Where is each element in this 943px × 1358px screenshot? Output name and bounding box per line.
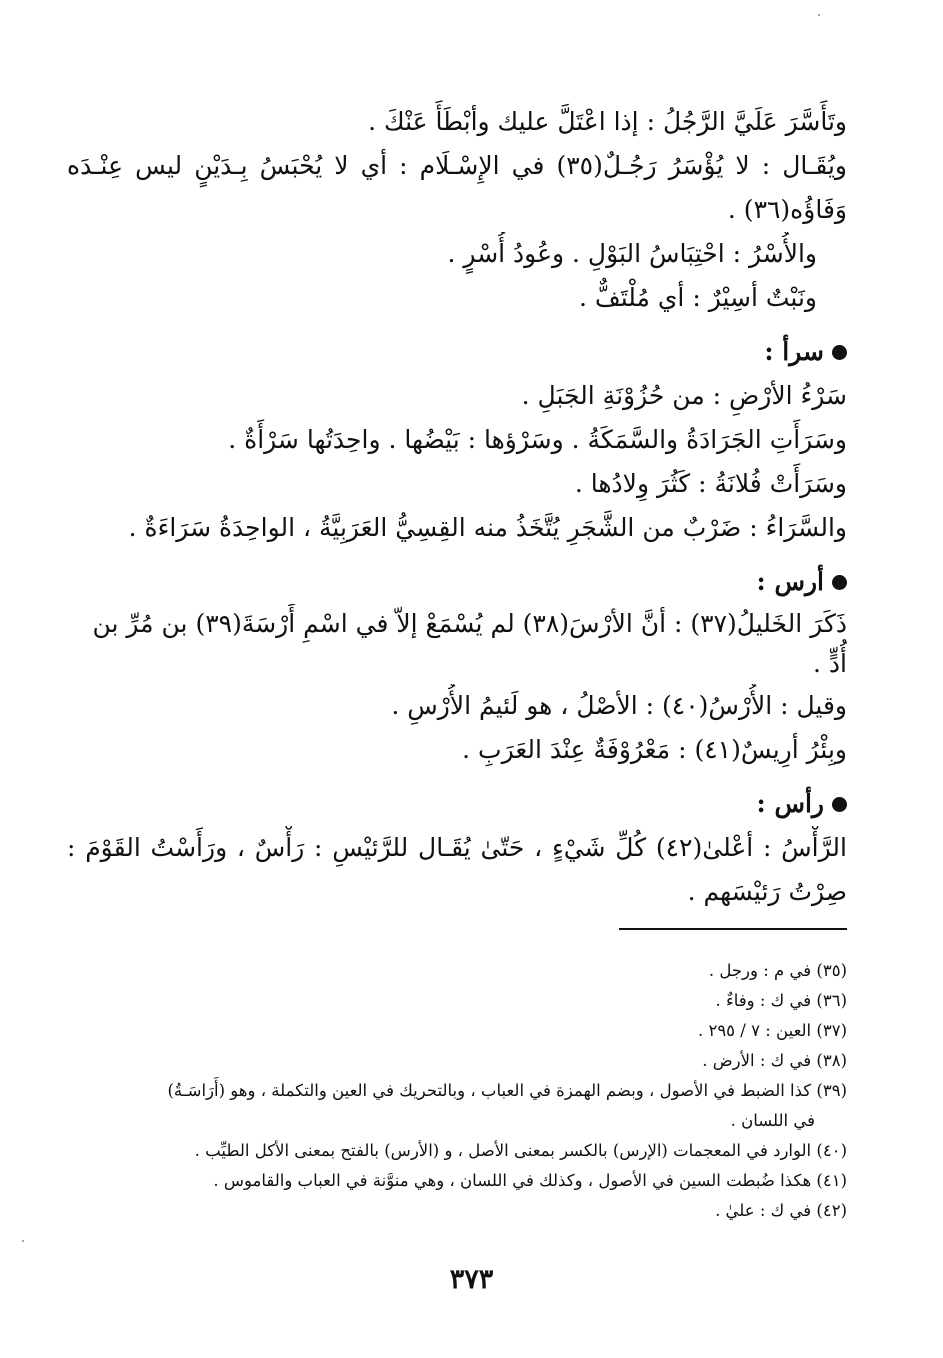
text-line: وَفَاؤُه(٣٦) . <box>727 195 847 224</box>
text-line: الرَّأْسُ : أعْلىٰ(٤٢) كُلِّ شَيْءٍ ، حَتّىٰ يُقَـال للرَّئيْسِ : رَأْسٌ ، ورَأَسْتُ القَوْمَ : <box>67 833 847 862</box>
text-line: ذَكَرَ الخَليلُ(٣٧) : أنَّ الأرْسَ(٣٨) لم يُسْمَعْ إلاّ في اسْمِ أَرْسَةَ(٣٩) بن مُرِّ بن أُدٍّ . <box>92 609 847 678</box>
text-line: ونَبْتٌ أسِيْرٌ : أي مُلْتَفٌّ . <box>578 283 817 312</box>
footnote: (٤١) هكذا ضُبطت السين في الأصول ، وكذلك في اللسان ، وهي منوَّنة في العباب والقاموس . <box>213 1171 847 1190</box>
footnote-separator <box>619 928 847 930</box>
text-line: وسَرَأَتِ الجَرَادَةُ والسَّمَكَةُ . وسَرْؤها : بَيْضُها . واحِدَتُها سَرْأَةٌ . <box>228 425 847 454</box>
footnote: (٤٢) في ك : عليٰ . <box>715 1201 847 1220</box>
entry-heading-label: سرأ : <box>764 337 824 366</box>
entry-heading <box>67 560 847 604</box>
bullet-icon <box>832 575 847 590</box>
text-line: وتَأَسَّرَ عَلَيَّ الرَّجُلُ : إذا اعْتَلَّ عليك وأبْطَأَ عَنْكَ . <box>368 107 847 136</box>
footnote: (٣٧) العين : ٧ / ٢٩٥ . <box>697 1021 847 1040</box>
main-text <box>67 100 847 914</box>
text-line: وقيل : الأُرْسُ(٤٠) : الأصْلُ ، هو لَئيمُ الأُرْسِ . <box>391 691 847 720</box>
scan-speck <box>22 1240 24 1242</box>
footnote: (٣٥) في م : ورجل . <box>708 961 847 980</box>
page-number: ٣٧٣ <box>449 1264 494 1295</box>
text-line: وسَرَأَتْ فُلانَةُ : كَثُرَ وِلادُها . <box>574 469 847 498</box>
entry-heading <box>67 782 847 826</box>
entry-heading-label: رأس : <box>756 789 824 818</box>
footnote: (٣٦) في ك : وفاءٌ . <box>715 991 847 1010</box>
footnote: (٤٠) الوارد في المعجمات (الإرس) بالكسر بمعنى الأصل ، و (الأرس) بالفتح بمعنى الأكل الطيِّب . <box>194 1141 847 1160</box>
text-line: وبِئْرُ أرِيسٌ(٤١) : مَعْرُوْفَةٌ عِنْدَ العَرَبِ . <box>462 735 847 764</box>
bullet-icon <box>832 797 847 812</box>
entry-heading-label: أرس : <box>756 567 824 596</box>
text-line: ويُقَـال : لا يُؤْسَرُ رَجُـلٌ(٣٥) في الإِسْـلَام : أي لا يُحْبَسُ بِـدَيْنٍ ليس عِنْـدَه <box>67 151 847 180</box>
text-line: والأُسْرُ : احْتِبَاسُ البَوْلِ . وعُودُ أُسْرٍ . <box>447 239 817 268</box>
scan-speck <box>818 14 820 16</box>
bullet-icon <box>832 345 847 360</box>
footnote: (٣٩) كذا الضبط في الأصول ، وبضم الهمزة في العباب ، وبالتحريك في العين والتكملة ، وهو (أَرَاسَـةُ) <box>167 1081 847 1100</box>
footnotes <box>97 956 847 1226</box>
footnote-continuation: في اللسان . <box>730 1111 815 1130</box>
text-line: والسَّرَاءُ : ضَرْبٌ من الشَّجَرِ يُتَّخَذُ منه القِسِيُّ العَرَبِيَّةُ ، الواحِدَةُ سَرَاءَةٌ . <box>128 513 847 542</box>
text-line: صِرْتُ رَئيْسَهم . <box>687 877 847 906</box>
text-line: سَرْءُ الأرْضِ : من حُزُوْنَةِ الجَبَلِ . <box>521 381 847 410</box>
entry-heading <box>67 330 847 374</box>
footnote: (٣٨) في ك : الأرض . <box>702 1051 847 1070</box>
